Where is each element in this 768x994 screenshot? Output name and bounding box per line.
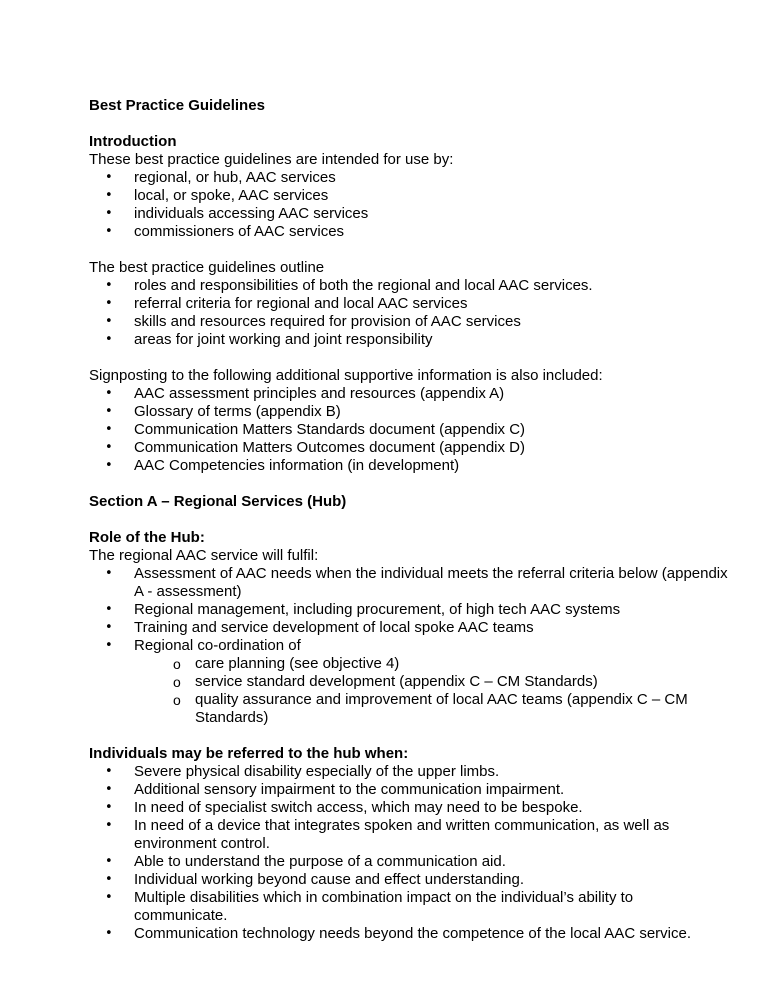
list-item <box>99 637 729 727</box>
list-item: • Glossary of terms (appendix B) <box>99 403 729 421</box>
referral-heading: Individuals may be referred to the hub when: <box>89 745 409 762</box>
list-item: • Communication Matters Standards document (appendix C) <box>99 421 729 439</box>
list-item: • regional, or hub, AAC services <box>99 169 729 187</box>
list-item: • local, or spoke, AAC services <box>99 187 729 205</box>
list-item: • roles and responsibilities of both the regional and local AAC services. <box>99 277 729 295</box>
document-title: Best Practice Guidelines <box>89 97 265 114</box>
list-item: • Multiple disabilities which in combination impact on the individual’s ability to communicate. <box>99 889 729 925</box>
list-item: • commissioners of AAC services <box>99 223 729 241</box>
list-item: • In need of a device that integrates spoken and written communication, as well as environment control. <box>99 817 729 853</box>
role-list <box>89 565 729 727</box>
spacer <box>89 475 729 493</box>
document-page <box>89 97 729 943</box>
role-heading: Role of the Hub: <box>89 529 205 546</box>
list-item: • Able to understand the purpose of a communication aid. <box>99 853 729 871</box>
spacer <box>89 727 729 745</box>
list-item: • individuals accessing AAC services <box>99 205 729 223</box>
list-item: • Training and service development of local spoke AAC teams <box>99 619 729 637</box>
list-item: • In need of specialist switch access, which may need to be bespoke. <box>99 799 729 817</box>
spacer <box>89 115 729 133</box>
list-item: • skills and resources required for provision of AAC services <box>99 313 729 331</box>
sublist-item: o service standard development (appendix C – CM Standards) <box>173 673 729 691</box>
audience-list <box>89 169 729 241</box>
list-item-text: Regional co-ordination of <box>134 637 301 654</box>
outline-lead: The best practice guidelines outline <box>89 259 325 276</box>
list-item: • AAC Competencies information (in development) <box>99 457 729 475</box>
introduction-lead: These best practice guidelines are intended for use by: <box>89 151 454 168</box>
list-item: • AAC assessment principles and resources (appendix A) <box>99 385 729 403</box>
signposting-lead: Signposting to the following additional supportive information is also included: <box>89 367 603 384</box>
signposting-list <box>89 385 729 475</box>
role-lead: The regional AAC service will fulfil: <box>89 547 319 564</box>
list-item: • Individual working beyond cause and effect understanding. <box>99 871 729 889</box>
list-item: • referral criteria for regional and local AAC services <box>99 295 729 313</box>
outline-list <box>89 277 729 349</box>
list-item: • Communication Matters Outcomes document (appendix D) <box>99 439 729 457</box>
introduction-heading: Introduction <box>89 133 177 150</box>
spacer <box>89 511 729 529</box>
spacer <box>89 349 729 367</box>
sublist-item: o quality assurance and improvement of local AAC teams (appendix C – CM Standards) <box>173 691 729 727</box>
coordination-sublist <box>134 655 729 727</box>
spacer <box>89 241 729 259</box>
list-item: • Regional management, including procurement, of high tech AAC systems <box>99 601 729 619</box>
sublist-item: o care planning (see objective 4) <box>173 655 729 673</box>
section-a-heading: Section A – Regional Services (Hub) <box>89 493 347 510</box>
list-item: • Additional sensory impairment to the communication impairment. <box>99 781 729 799</box>
list-item: • Communication technology needs beyond the competence of the local AAC service. <box>99 925 729 943</box>
list-item: • Severe physical disability especially of the upper limbs. <box>99 763 729 781</box>
list-item: • areas for joint working and joint responsibility <box>99 331 729 349</box>
referral-list <box>89 763 729 943</box>
list-item: • Assessment of AAC needs when the individual meets the referral criteria below (appendix A - assessment) <box>99 565 729 601</box>
